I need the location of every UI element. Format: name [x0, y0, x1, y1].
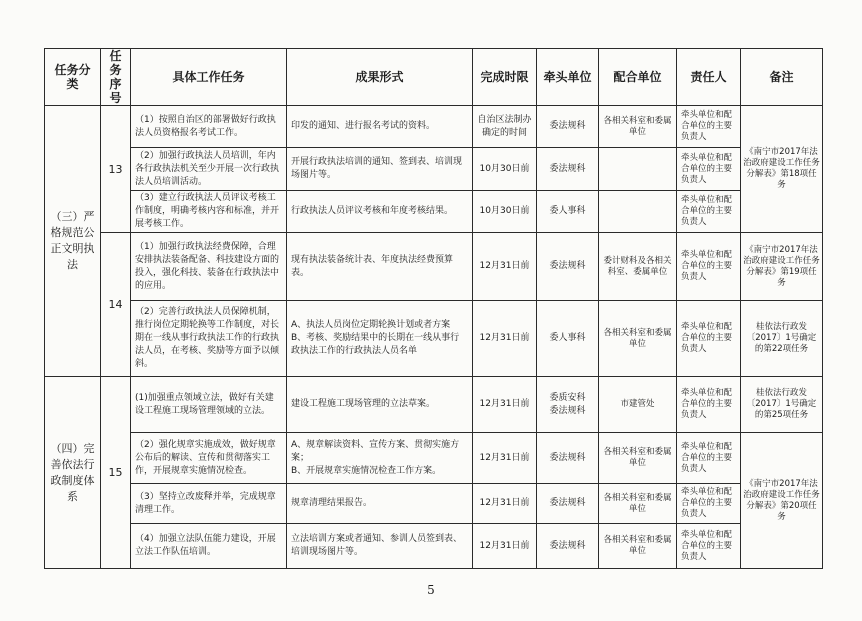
task-table: [44, 48, 823, 569]
deadline-cell: 自治区法制办确定的时间: [473, 106, 537, 148]
task-number-cell: 13: [101, 106, 131, 233]
task-cell: （4）加强立法队伍能力建设，开展立法工作队伍培训。: [131, 524, 287, 569]
responsible-cell: 牵头单位和配合单位的主要负责人: [677, 377, 741, 433]
header-lead-unit: 牵头单位: [537, 49, 599, 106]
header-deadline: 完成时限: [473, 49, 537, 106]
deadline-cell: 12月31日前: [473, 433, 537, 484]
note-cell: 《南宁市2017年法治政府建设工作任务分解表》第19项任务: [741, 233, 823, 301]
deadline-cell: 12月31日前: [473, 524, 537, 569]
task-cell: (1)加强重点领域立法，做好有关建设工程施工现场管理领域的立法。: [131, 377, 287, 433]
header-task: 具体工作任务: [131, 49, 287, 106]
result-cell: 开展行政执法培训的通知、签到表、培训现场图片等。: [287, 148, 473, 191]
lead-unit-cell: 委法规科: [537, 233, 599, 301]
category-cell: （三）严格规范公正文明执法: [45, 106, 101, 377]
table-header-row: [45, 49, 823, 106]
table-row: [45, 301, 823, 377]
responsible-cell: 牵头单位和配合单位的主要负责人: [677, 148, 741, 191]
cooperating-unit-cell: [599, 191, 677, 233]
task-cell: （3）建立行政执法人员评议考核工作制度，明确考核内容和标准，并开展考核工作。: [131, 191, 287, 233]
task-cell: （2）加强行政执法人员培训，年内各行政执法机关至少开展一次行政执法人员培训活动。: [131, 148, 287, 191]
responsible-cell: 牵头单位和配合单位的主要负责人: [677, 484, 741, 524]
task-number-cell: 14: [101, 233, 131, 377]
lead-unit-cell: 委法规科: [537, 148, 599, 191]
result-cell: 立法培训方案或者通知、参训人员签到表、培训现场图片等。: [287, 524, 473, 569]
table-row: [45, 484, 823, 524]
deadline-cell: 10月30日前: [473, 191, 537, 233]
note-cell: 桂依法行政发〔2017〕1号确定的第25项任务: [741, 377, 823, 433]
cooperating-unit-cell: 市建管处: [599, 377, 677, 433]
cooperating-unit-cell: 各相关科室和委属单位: [599, 106, 677, 148]
deadline-cell: 12月31日前: [473, 377, 537, 433]
responsible-cell: 牵头单位和配合单位的主要负责人: [677, 106, 741, 148]
task-cell: （1）按照自治区的部署做好行政执法人员资格报名考试工作。: [131, 106, 287, 148]
table-row: [45, 524, 823, 569]
deadline-cell: 12月31日前: [473, 484, 537, 524]
cooperating-unit-cell: 各相关科室和委属单位: [599, 301, 677, 377]
lead-unit-cell: 委人事科: [537, 191, 599, 233]
cooperating-unit-cell: 各相关科室和委属单位: [599, 524, 677, 569]
result-cell: 行政执法人员评议考核和年度考核结果。: [287, 191, 473, 233]
task-cell: （1）加强行政执法经费保障，合理安排执法装备配备、科技建设方面的投入，强化科技、装备在行政执法中的应用。: [131, 233, 287, 301]
table-row: [45, 106, 823, 148]
responsible-cell: 牵头单位和配合单位的主要负责人: [677, 433, 741, 484]
responsible-cell: 牵头单位和配合单位的主要负责人: [677, 524, 741, 569]
table-row: [45, 191, 823, 233]
header-cooperating-unit: 配合单位: [599, 49, 677, 106]
header-task-number: 任务序号: [101, 49, 131, 106]
table-row: [45, 377, 823, 433]
cooperating-unit-cell: 各相关科室和委属单位: [599, 484, 677, 524]
table-row: [45, 148, 823, 191]
task-cell: （2）强化规章实施成效，做好规章公布后的解读、宣传和贯彻落实工作，开展规章实施情况检查。: [131, 433, 287, 484]
result-cell: A、执法人员岗位定期轮换计划或者方案 B、考核、奖励结果中的长期在一线从事行政执法工作的行政执法人员名单: [287, 301, 473, 377]
responsible-cell: 牵头单位和配合单位的主要负责人: [677, 233, 741, 301]
result-cell: 现有执法装备统计表、年度执法经费预算表。: [287, 233, 473, 301]
cooperating-unit-cell: 各相关科室和委属单位: [599, 433, 677, 484]
task-cell: （3）坚持立改废释并举，完成规章清理工作。: [131, 484, 287, 524]
lead-unit-cell: 委法规科: [537, 484, 599, 524]
responsible-cell: 牵头单位和配合单位的主要负责人: [677, 191, 741, 233]
cooperating-unit-cell: 委计财科及各相关科室、委属单位: [599, 233, 677, 301]
result-cell: 规章清理结果报告。: [287, 484, 473, 524]
lead-unit-cell: 委法规科: [537, 524, 599, 569]
header-category: 任务分类: [45, 49, 101, 106]
category-cell: （四）完善依法行政制度体系: [45, 377, 101, 569]
table-row: [45, 433, 823, 484]
note-cell: 《南宁市2017年法治政府建设工作任务分解表》第18项任务: [741, 106, 823, 233]
note-cell: 《南宁市2017年法治政府建设工作任务分解表》第20项任务: [741, 433, 823, 569]
header-result: 成果形式: [287, 49, 473, 106]
note-cell: 桂依法行政发〔2017〕1号确定的第22项任务: [741, 301, 823, 377]
deadline-cell: 12月31日前: [473, 233, 537, 301]
page-number: 5: [427, 583, 435, 597]
deadline-cell: 12月31日前: [473, 301, 537, 377]
result-cell: 印发的通知、进行报名考试的资料。: [287, 106, 473, 148]
lead-unit-cell: 委法规科: [537, 433, 599, 484]
deadline-cell: 10月30日前: [473, 148, 537, 191]
header-responsible: 责任人: [677, 49, 741, 106]
result-cell: 建设工程施工现场管理的立法草案。: [287, 377, 473, 433]
task-cell: （2）完善行政执法人员保障机制，推行岗位定期轮换等工作制度，对长期在一线从事行政执法工作的行政执法人员，在考核、奖励等方面予以倾斜。: [131, 301, 287, 377]
lead-unit-cell: 委法规科: [537, 106, 599, 148]
header-note: 备注: [741, 49, 823, 106]
cooperating-unit-cell: [599, 148, 677, 191]
task-number-cell: 15: [101, 377, 131, 569]
table-row: [45, 233, 823, 301]
responsible-cell: 牵头单位和配合单位的主要负责人: [677, 301, 741, 377]
lead-unit-cell: 委人事科: [537, 301, 599, 377]
result-cell: A、规章解读资料、宣传方案、贯彻实施方案； B、开展规章实施情况检查工作方案。: [287, 433, 473, 484]
lead-unit-cell: 委质安科 委法规科: [537, 377, 599, 433]
